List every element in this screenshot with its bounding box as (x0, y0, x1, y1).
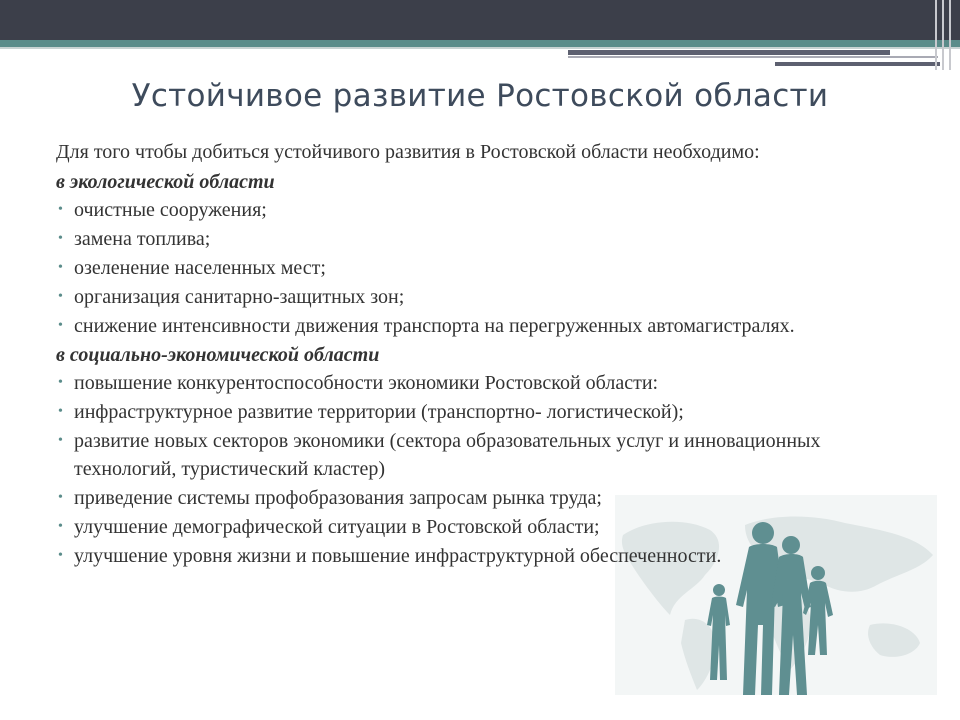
list-item-text: приведение системы профобразования запросам рынка труда; (74, 487, 602, 509)
bullet-icon: • (58, 433, 63, 448)
decorative-bar (568, 50, 890, 55)
slide-title: Устойчивое развитие Ростовской области (131, 78, 829, 114)
bullet-icon: • (58, 404, 63, 419)
list-item-text: организация санитарно-защитных зон; (74, 286, 405, 308)
list-item-text: очистные сооружения; (74, 199, 267, 221)
section-heading-ecology: в экологической области (56, 171, 275, 193)
list-item (56, 254, 886, 282)
list-item (56, 225, 886, 253)
list-item (56, 369, 886, 397)
bullet-icon: • (58, 519, 63, 534)
header-shadow-stripe (0, 47, 960, 49)
list-item-text: повышение конкурентоспособности экономики Ростовской области: (74, 372, 659, 394)
intro-text: Для того чтобы добиться устойчивого развития в Ростовской области необходимо: (56, 141, 760, 163)
bullet-icon: • (58, 375, 63, 390)
bullet-icon: • (58, 490, 63, 505)
list-item (56, 283, 886, 311)
list-item (56, 312, 886, 340)
header-accent-stripe (0, 40, 960, 47)
bullet-icon: • (58, 318, 63, 333)
list-item-text: улучшение демографической ситуации в Ростовской области; (74, 516, 600, 538)
list-item-text: замена топлива; (74, 228, 211, 250)
list-item (56, 427, 886, 483)
bullet-icon: • (58, 260, 63, 275)
bullet-icon: • (58, 548, 63, 563)
list-item (56, 196, 886, 224)
bullet-icon: • (58, 202, 63, 217)
list-item-text: улучшение уровня жизни и повышение инфраструктурной обеспеченности. (74, 545, 722, 567)
list-item (56, 542, 886, 570)
list-item (56, 513, 886, 541)
corner-lines-decoration (930, 0, 960, 70)
list-item-text: инфраструктурное развитие территории (транспортно- логистической); (74, 401, 684, 423)
list-item-text: развитие новых секторов экономики (сектора образовательных услуг и инновационных технологий, туристический кластер) (74, 430, 821, 480)
list-item-text: озеленение населенных мест; (74, 257, 326, 279)
bullet-icon: • (58, 231, 63, 246)
decorative-bar (568, 56, 938, 58)
slide-content (56, 138, 886, 571)
decorative-bar (775, 62, 940, 66)
bullet-icon: • (58, 289, 63, 304)
list-item (56, 484, 886, 512)
list-item (56, 398, 886, 426)
header-band (0, 0, 960, 40)
list-item-text: снижение интенсивности движения транспорта на перегруженных автомагистралях. (74, 315, 795, 337)
section-heading-socio-economic: в социально-экономической области (56, 344, 380, 366)
